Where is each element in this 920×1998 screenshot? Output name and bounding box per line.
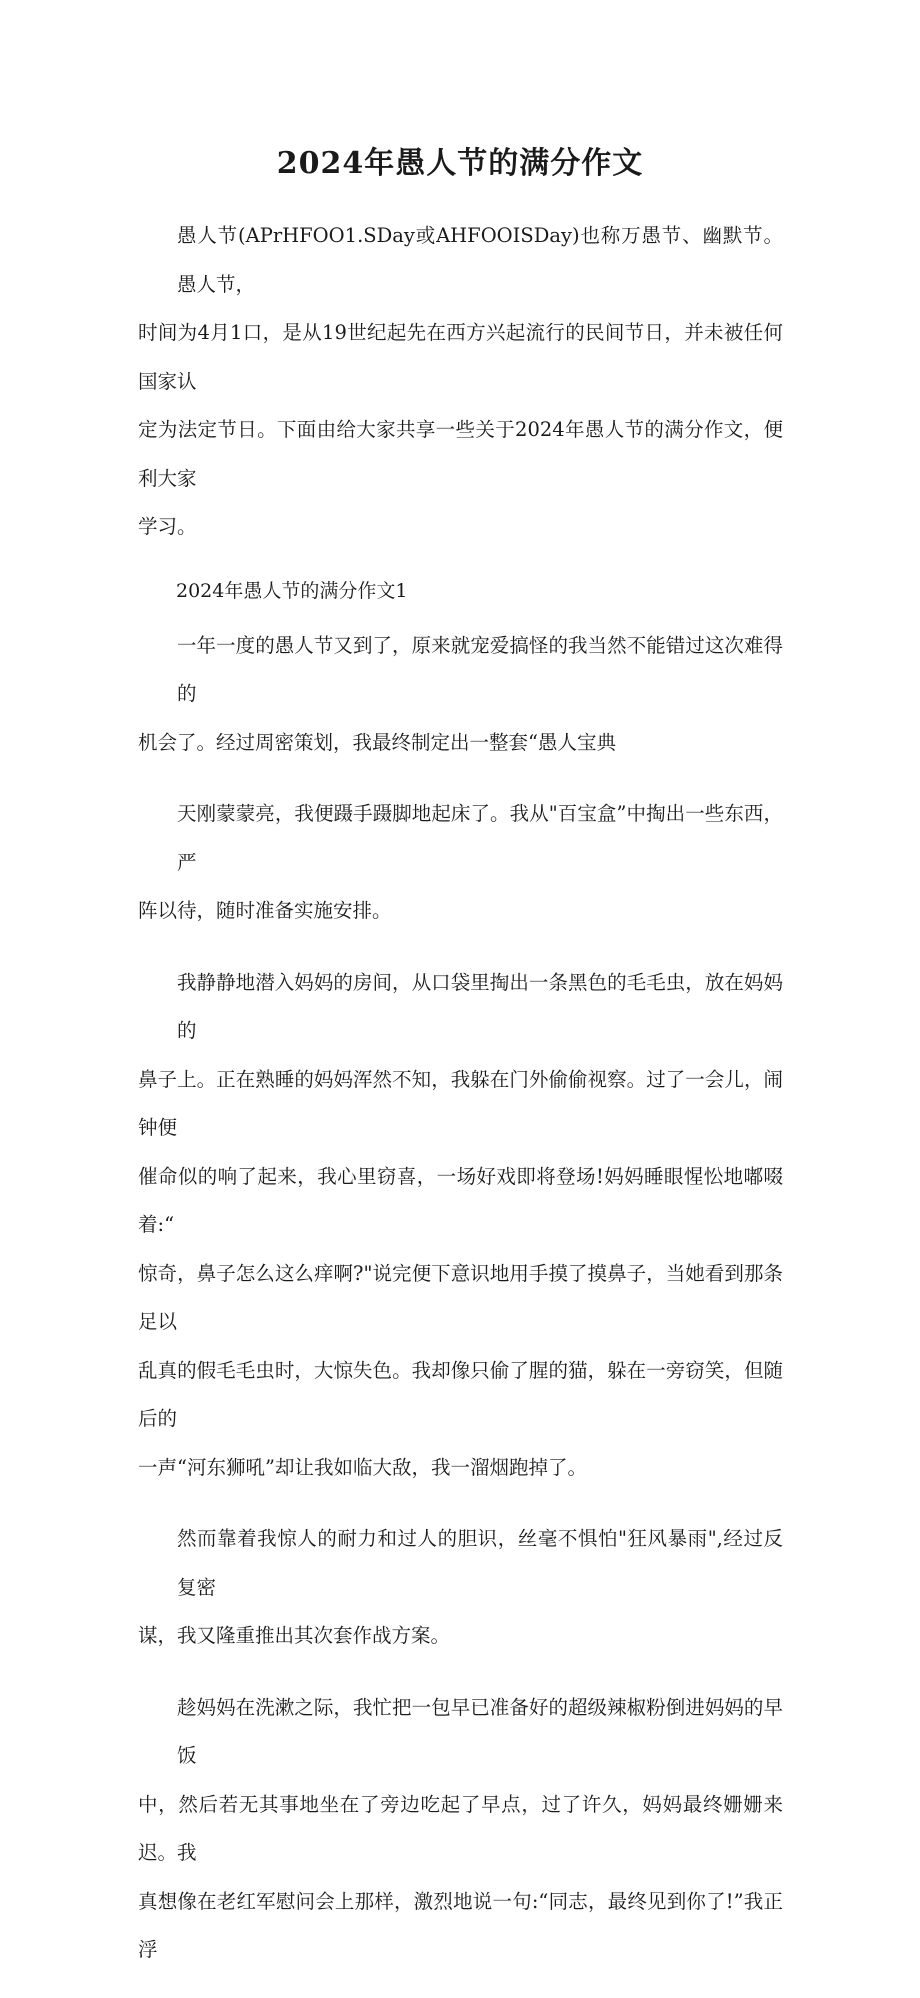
paragraph-line: 中，然后若无其事地坐在了旁边吃起了早点，过了许久，妈妈最终姗姗来迟。我 — [138, 1792, 783, 1864]
document-body — [138, 212, 783, 1998]
paragraph-line: 催命似的响了起来，我心里窃喜，一场好戏即将登场!妈妈睡眼惺忪地嘟啜着:“ — [138, 1164, 783, 1236]
paragraph-line: 真想像在老红军慰问会上那样，激烈地说一句:“同志，最终见到你了!”我正浮 — [138, 1889, 783, 1961]
paragraph-line: 机会了。经过周密策划，我最终制定出一整套“愚人宝典 — [138, 730, 616, 754]
document-title: 2024年愚人节的满分作文 — [276, 146, 644, 181]
paragraph-line: 然而靠着我惊人的耐力和过人的胆识，丝毫不惧怕"狂风暴雨",经过反复密 — [177, 1527, 783, 1599]
paragraph-line: 阵以待，随时准备实施安排。 — [138, 899, 392, 922]
paragraph-line: 惊奇，鼻子怎么这么痒啊?"说完便下意识地用手摸了摸鼻子，当她看到那条足以 — [138, 1261, 783, 1333]
intro-line: 学习。 — [138, 515, 197, 538]
essay-paragraph — [138, 1684, 783, 1975]
paragraph-line: 一年一度的愚人节又到了，原来就宠爱搞怪的我当然不能错过这次难得的 — [177, 633, 783, 705]
intro-line: 时间为4月1口，是从19世纪起先在西方兴起流行的民间节日，并未被任何国家认 — [138, 321, 783, 393]
essay-paragraph — [138, 1515, 783, 1661]
paragraph-line: 我静静地潜入妈妈的房间，从口袋里掏出一条黑色的毛毛虫，放在妈妈的 — [177, 970, 783, 1042]
essay-paragraph — [138, 622, 783, 768]
paragraph-line: 乱真的假毛毛虫时，大惊失色。我却像只偷了腥的猫，躲在一旁窃笑，但随后的 — [138, 1358, 783, 1430]
paragraph-line: 一声“河东狮吼”却让我如临大敌，我一溜烟跑掉了。 — [138, 1455, 587, 1479]
paragraph-line: 谋，我又隆重推出其次套作战方案。 — [138, 1624, 451, 1647]
intro-line: 愚人节(APrHFOO1.SDay或AHFOOISDay)也称万愚节、幽默节。愚人节， — [177, 224, 783, 296]
intro-paragraph — [138, 212, 783, 552]
essay-subheading: 2024年愚人节的满分作文1 — [176, 579, 408, 602]
paragraph-line: 天刚蒙蒙亮，我便蹑手蹑脚地起床了。我从"百宝盒”中掏出一些东西，严 — [177, 802, 783, 874]
intro-line: 定为法定节日。下面由给大家共享一些关于2024年愚人节的满分作文，便利大家 — [138, 418, 783, 490]
paragraph-line: 趁妈妈在洗漱之际，我忙把一包早已准备好的超级辣椒粉倒进妈妈的早饭 — [177, 1695, 783, 1767]
essay-paragraph — [138, 959, 783, 1493]
paragraph-line: 鼻子上。正在熟睡的妈妈浑然不知，我躲在门外偷偷视察。过了一会儿，闹钟便 — [138, 1067, 783, 1139]
essay-paragraph — [138, 790, 783, 936]
